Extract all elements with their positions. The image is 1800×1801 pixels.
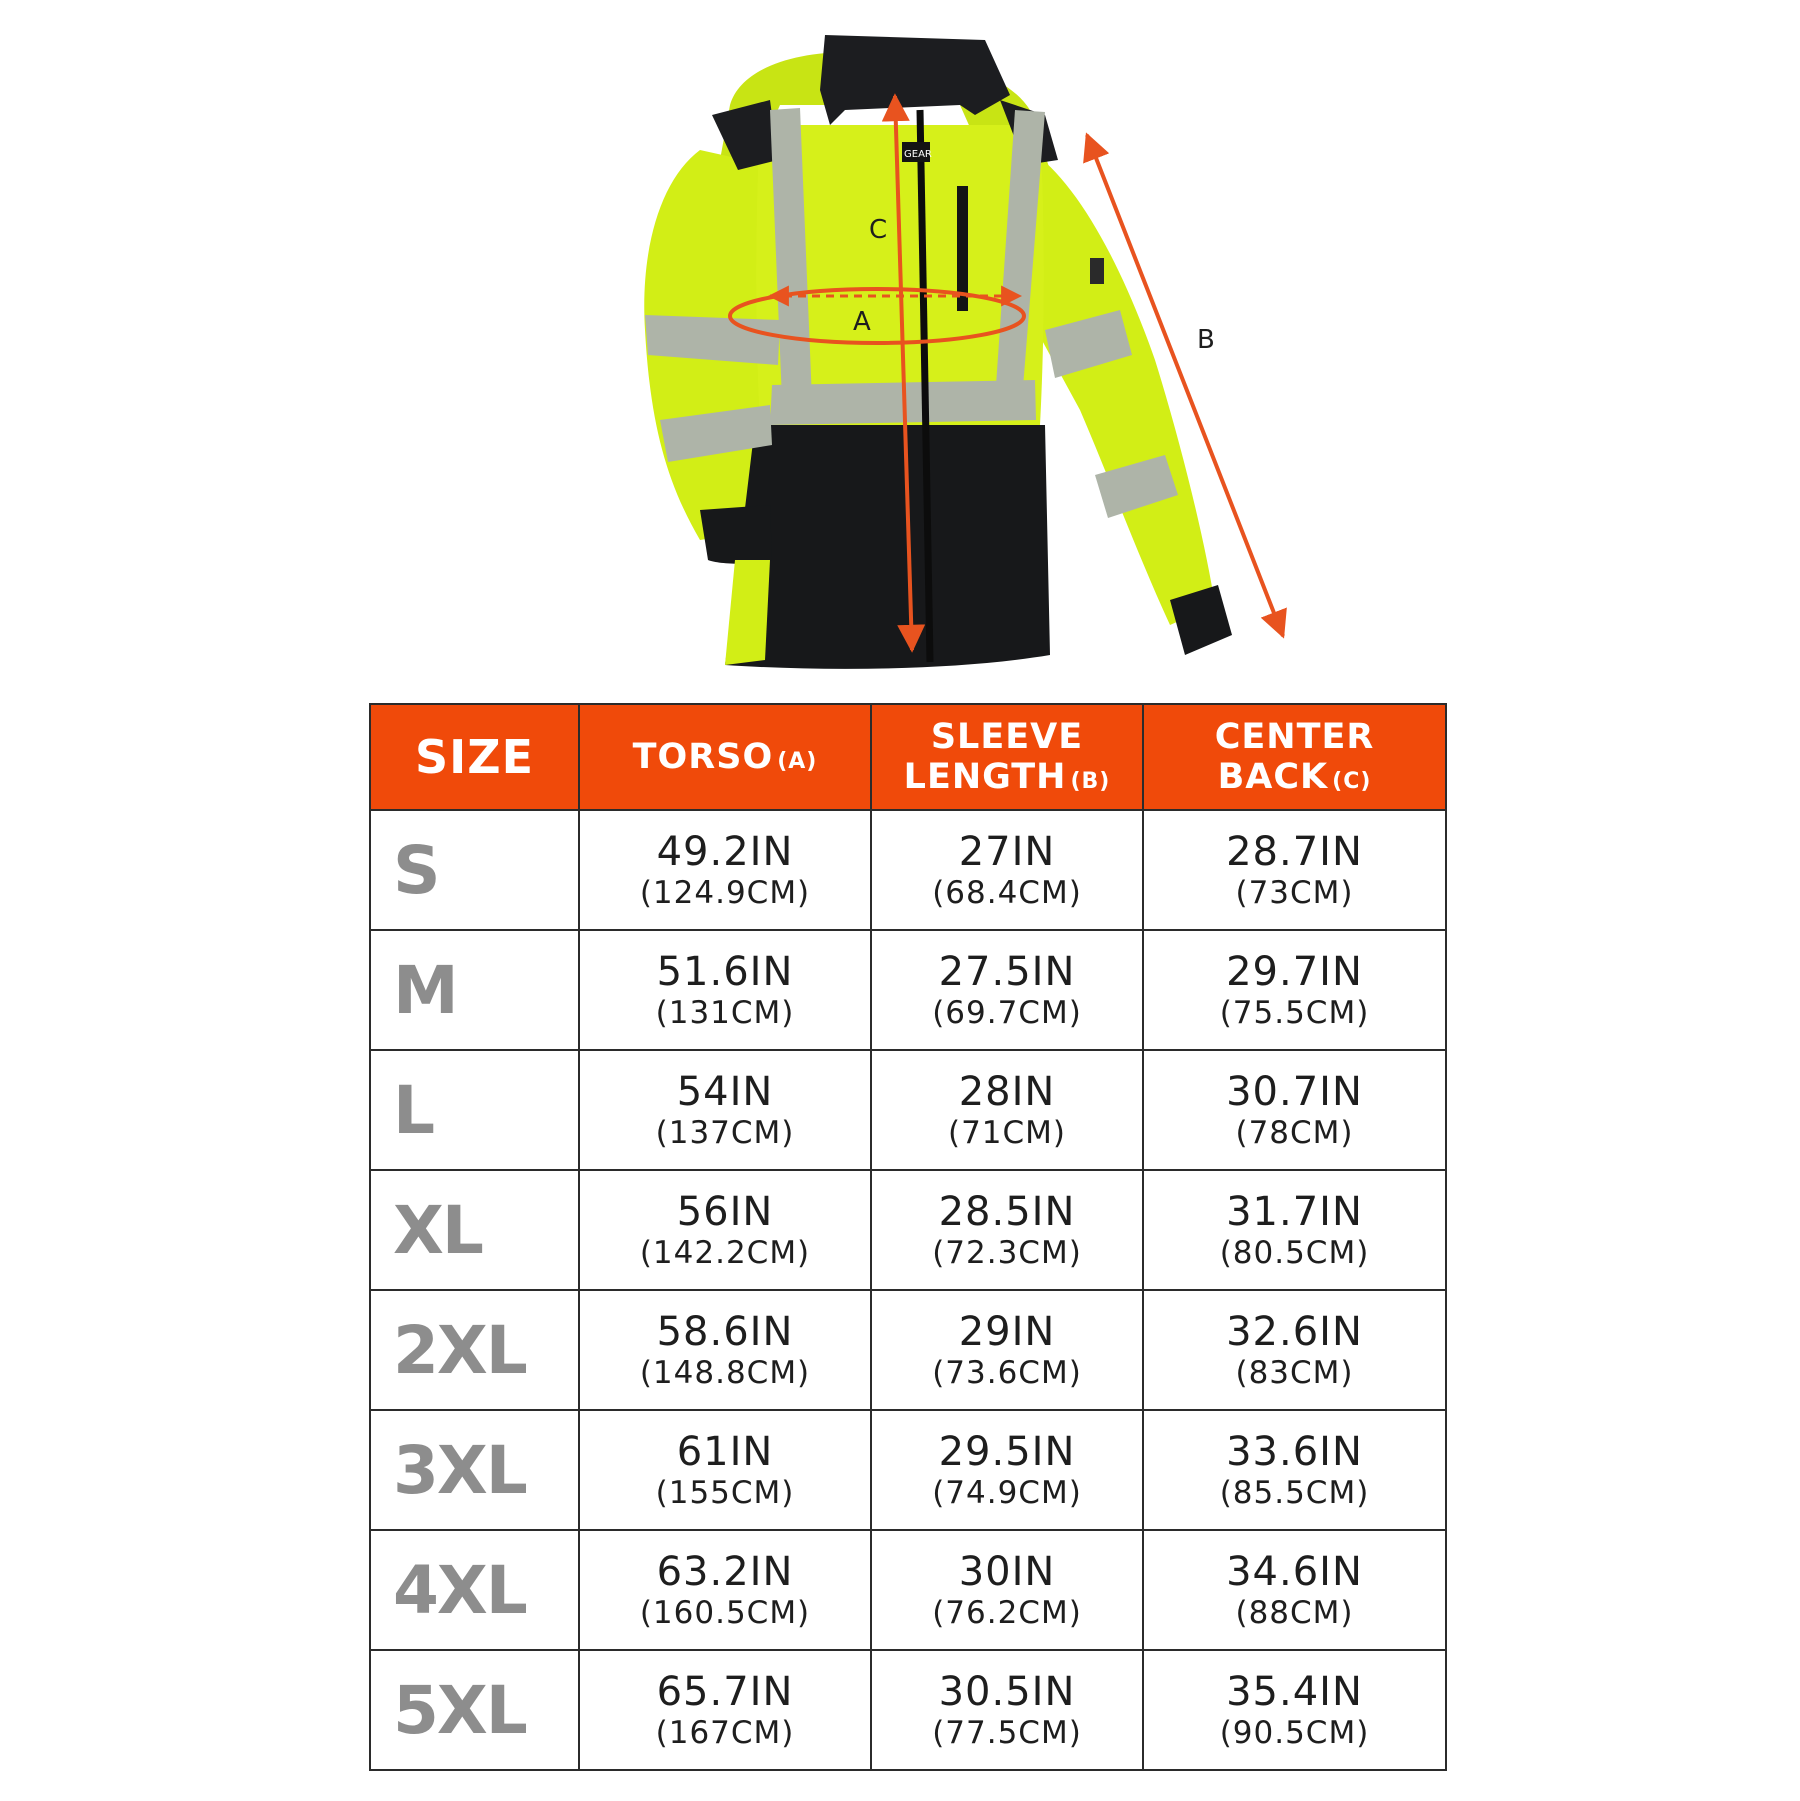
center-back-inches: 35.4IN (1226, 1669, 1363, 1715)
size-cell: L (370, 1050, 579, 1170)
table-row (370, 1650, 1446, 1770)
sleeve-centimeters: (72.3CM) (932, 1235, 1082, 1271)
sleeve-badge (1090, 258, 1104, 284)
sleeve-centimeters: (73.6CM) (932, 1355, 1082, 1391)
sleeve-centimeters: (76.2CM) (932, 1595, 1082, 1631)
label-b: B (1197, 325, 1215, 355)
size-cell: 3XL (370, 1410, 579, 1530)
table-row (370, 930, 1446, 1050)
header-sleeve-length (871, 704, 1143, 810)
table-row (370, 810, 1446, 930)
sleeve-centimeters: (77.5CM) (932, 1715, 1082, 1751)
size-cell: 4XL (370, 1530, 579, 1650)
sleeve-cell (871, 1410, 1143, 1530)
torso-centimeters: (124.9CM) (639, 875, 811, 911)
size-cell: XL (370, 1170, 579, 1290)
table-row (370, 1530, 1446, 1650)
torso-centimeters: (160.5CM) (639, 1595, 811, 1631)
torso-cell (579, 1650, 871, 1770)
sleeve-inches: 27IN (958, 829, 1056, 875)
sleeve-cell (871, 810, 1143, 930)
torso-inches: 65.7IN (656, 1669, 794, 1715)
sleeve-centimeters: (69.7CM) (932, 995, 1082, 1031)
center-back-cell (1143, 1410, 1446, 1530)
size-chart-header-row (370, 704, 1446, 810)
size-cell: 2XL (370, 1290, 579, 1410)
center-back-cell (1143, 930, 1446, 1050)
torso-inches: 49.2IN (656, 829, 794, 875)
torso-cell (579, 810, 871, 930)
center-back-cell (1143, 810, 1446, 930)
header-torso-tag: (A) (777, 748, 818, 774)
sleeve-cell (871, 1170, 1143, 1290)
center-back-inches: 31.7IN (1226, 1189, 1363, 1235)
center-back-cell (1143, 1290, 1446, 1410)
sleeve-cell (871, 1530, 1143, 1650)
jacket-left-hip (725, 560, 770, 665)
header-sleeve-label-line1: SLEEVE (930, 716, 1084, 757)
center-back-cell (1143, 1170, 1446, 1290)
center-back-inches: 30.7IN (1226, 1069, 1363, 1115)
sleeve-centimeters: (68.4CM) (932, 875, 1082, 911)
header-sleeve-label-line2: LENGTH (903, 757, 1067, 797)
sleeve-cell (871, 1650, 1143, 1770)
torso-centimeters: (148.8CM) (639, 1355, 811, 1391)
sleeve-inches: 29.5IN (938, 1429, 1076, 1475)
center-back-centimeters: (75.5CM) (1219, 995, 1370, 1031)
center-back-inches: 29.7IN (1226, 949, 1363, 995)
sleeve-inches: 27.5IN (938, 949, 1076, 995)
center-back-centimeters: (88CM) (1235, 1595, 1354, 1631)
header-size-label: SIZE (414, 729, 535, 784)
center-back-centimeters: (85.5CM) (1219, 1475, 1370, 1511)
size-chart-body (370, 810, 1446, 1770)
sleeve-centimeters: (71CM) (947, 1115, 1067, 1151)
center-back-cell (1143, 1530, 1446, 1650)
torso-inches: 63.2IN (656, 1549, 794, 1595)
sleeve-inches: 28.5IN (938, 1189, 1076, 1235)
torso-cell (579, 930, 871, 1050)
torso-centimeters: (167CM) (655, 1715, 795, 1751)
sleeve-cell (871, 930, 1143, 1050)
size-cell: M (370, 930, 579, 1050)
brand-patch-text: GEAR (904, 149, 932, 160)
center-back-centimeters: (90.5CM) (1219, 1715, 1370, 1751)
header-center-back (1143, 704, 1446, 810)
size-chart-table (369, 703, 1447, 1771)
center-back-centimeters: (73CM) (1235, 875, 1354, 911)
header-back-tag: (C) (1332, 769, 1372, 794)
center-back-cell (1143, 1650, 1446, 1770)
sleeve-cell (871, 1050, 1143, 1170)
center-back-inches: 28.7IN (1226, 829, 1363, 875)
torso-cell (579, 1530, 871, 1650)
sleeve-cell (871, 1290, 1143, 1410)
label-a: A (853, 307, 871, 337)
torso-cell (579, 1410, 871, 1530)
jacket-body-lower (725, 425, 1050, 669)
label-c: C (869, 215, 888, 245)
torso-centimeters: (142.2CM) (639, 1235, 811, 1271)
header-size (370, 704, 579, 810)
center-back-inches: 32.6IN (1226, 1309, 1363, 1355)
center-back-centimeters: (83CM) (1235, 1355, 1354, 1391)
torso-centimeters: (131CM) (655, 995, 795, 1031)
header-back-label-line1: CENTER (1214, 716, 1375, 757)
sleeve-centimeters: (74.9CM) (932, 1475, 1082, 1511)
header-back-label-line2: BACK (1217, 757, 1329, 797)
center-back-inches: 33.6IN (1226, 1429, 1363, 1475)
sleeve-inches: 30.5IN (938, 1669, 1076, 1715)
torso-inches: 51.6IN (656, 949, 794, 995)
table-row (370, 1410, 1446, 1530)
torso-cell (579, 1050, 871, 1170)
torso-centimeters: (137CM) (655, 1115, 795, 1151)
torso-inches: 56IN (676, 1189, 774, 1235)
size-cell: 5XL (370, 1650, 579, 1770)
table-row (370, 1290, 1446, 1410)
torso-inches: 58.6IN (656, 1309, 794, 1355)
jacket-measurement-diagram (600, 20, 1300, 690)
sleeve-inches: 30IN (958, 1549, 1056, 1595)
center-back-centimeters: (80.5CM) (1219, 1235, 1370, 1271)
torso-inches: 54IN (676, 1069, 774, 1115)
jacket-illustration (644, 35, 1232, 669)
size-cell: S (370, 810, 579, 930)
sleeve-inches: 28IN (958, 1069, 1056, 1115)
header-sleeve-tag: (B) (1070, 769, 1111, 794)
header-torso (579, 704, 871, 810)
torso-inches: 61IN (676, 1429, 774, 1475)
torso-cell (579, 1170, 871, 1290)
jacket-left-cuff (700, 505, 772, 564)
center-back-cell (1143, 1050, 1446, 1170)
header-torso-label: TORSO (632, 736, 774, 777)
center-back-centimeters: (78CM) (1235, 1115, 1354, 1151)
center-back-inches: 34.6IN (1226, 1549, 1363, 1595)
torso-centimeters: (155CM) (655, 1475, 795, 1511)
torso-cell (579, 1290, 871, 1410)
table-row (370, 1050, 1446, 1170)
table-row (370, 1170, 1446, 1290)
sleeve-inches: 29IN (958, 1309, 1056, 1355)
